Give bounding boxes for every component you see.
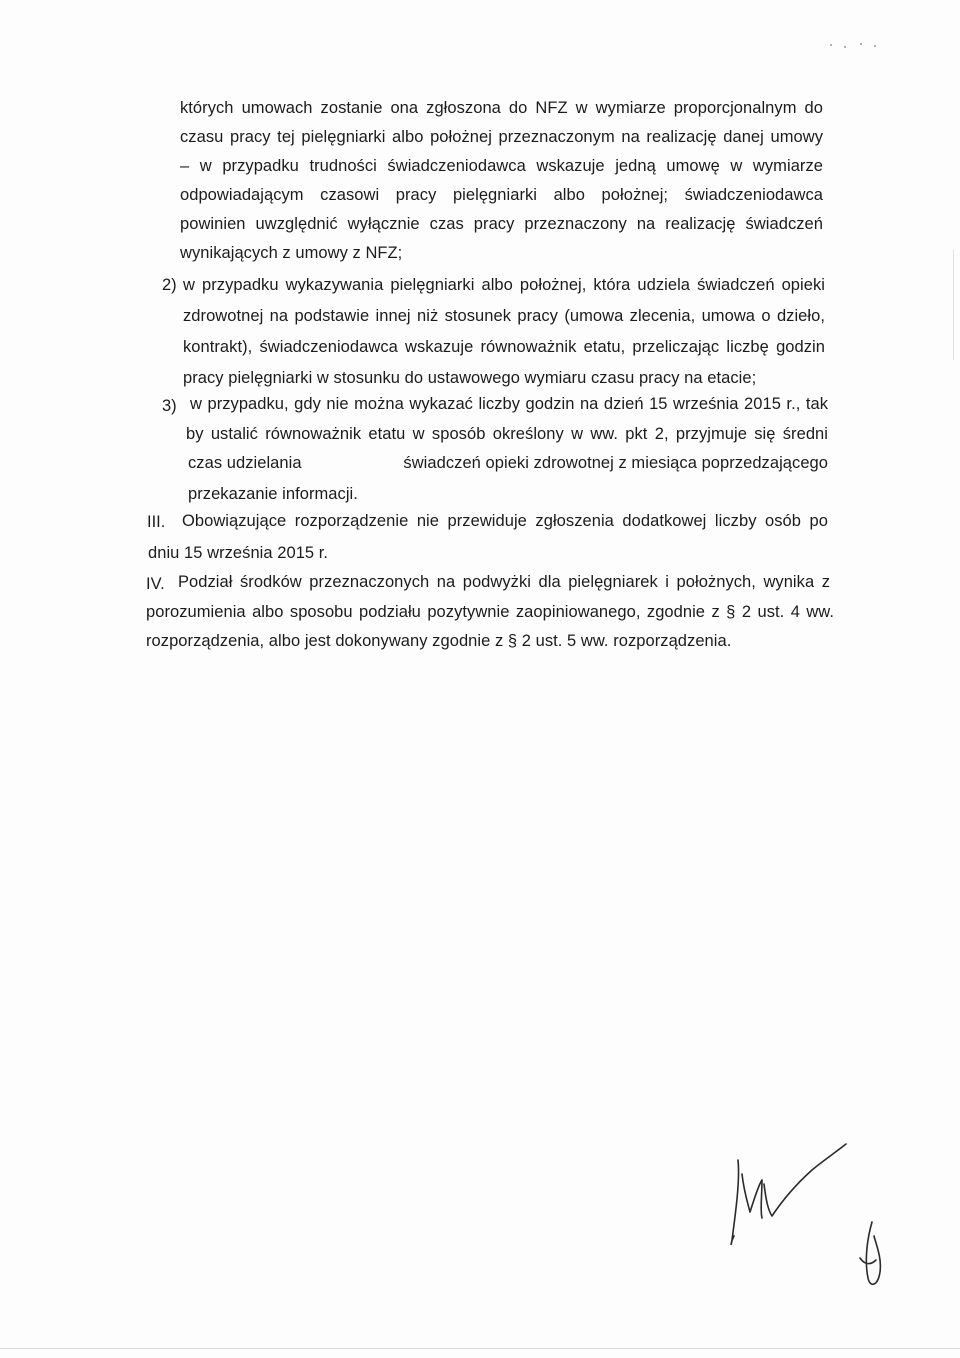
list-item-line: pracy pielęgniarki w stosunku do ustawowego wymiaru czasu pracy na etacie; xyxy=(183,369,757,387)
list-item-line: w przypadku wykazywania pielęgniarki albo położnej, która udziela świadczeń opieki xyxy=(183,276,825,294)
section-marker: IV. xyxy=(146,575,165,593)
scan-edge-mark xyxy=(953,250,954,360)
section-line: rozporządzenia, albo jest dokonywany zgodnie z § 2 ust. 5 ww. rozporządzenia. xyxy=(146,632,732,650)
list-item-line: kontrakt), świadczeniodawca wskazuje równoważnik etatu, przeliczając liczbę godzin xyxy=(183,338,825,356)
section-line: Obowiązujące rozporządzenie nie przewiduje zgłoszenia dodatkowej liczby osób po xyxy=(182,512,828,530)
page-bottom-edge xyxy=(0,1348,960,1349)
list-item-line: w przypadku, gdy nie można wykazać liczby godzin na dzień 15 września 2015 r., tak xyxy=(190,395,828,413)
paragraph-line: wynikających z umowy z NFZ; xyxy=(180,244,403,262)
paragraph-line: odpowiadającym czasowi pracy pielęgniarki albo położnej; świadczeniodawca xyxy=(180,186,823,204)
paragraph-line: których umowach zostanie ona zgłoszona do NFZ w wymiarze proporcjonalnym do xyxy=(180,99,823,117)
text-segment: świadczeń opieki zdrowotnej z miesiąca poprzedzającego xyxy=(403,454,828,472)
list-item-line: by ustalić równoważnik etatu w sposób określony w ww. pkt 2, przyjmuje się średni xyxy=(186,425,828,443)
list-marker: 3) xyxy=(162,397,177,415)
section-line: porozumienia albo sposobu podziału pozytywnie zaopiniowanego, zgodnie z § 2 ust. 4 ww. xyxy=(146,603,834,621)
list-item-line xyxy=(188,453,828,473)
list-marker: 2) xyxy=(162,276,177,294)
paragraph-line: czasu pracy tej pielęgniarki albo położnej przeznaczonym na realizację danej umowy xyxy=(180,128,823,146)
section-line: dniu 15 września 2015 r. xyxy=(148,544,329,562)
section-marker: III. xyxy=(147,513,166,531)
list-item-line: przekazanie informacji. xyxy=(188,485,358,503)
handwritten-signature xyxy=(712,1140,912,1290)
paragraph-line: powinien uwzględnić wyłącznie czas pracy przeznaczony na realizację świadczeń xyxy=(180,215,823,233)
section-line: Podział środków przeznaczonych na podwyżki dla pielęgniarek i położnych, wynika z xyxy=(178,573,830,591)
list-item-line: zdrowotnej na podstawie innej niż stosunek pracy (umowa zlecenia, umowa o dzieło, xyxy=(183,307,825,325)
scan-noise xyxy=(830,40,890,50)
paragraph-line: – w przypadku trudności świadczeniodawca wskazuje jedną umowę w wymiarze xyxy=(180,157,823,175)
text-segment: czas udzielania xyxy=(188,454,302,472)
